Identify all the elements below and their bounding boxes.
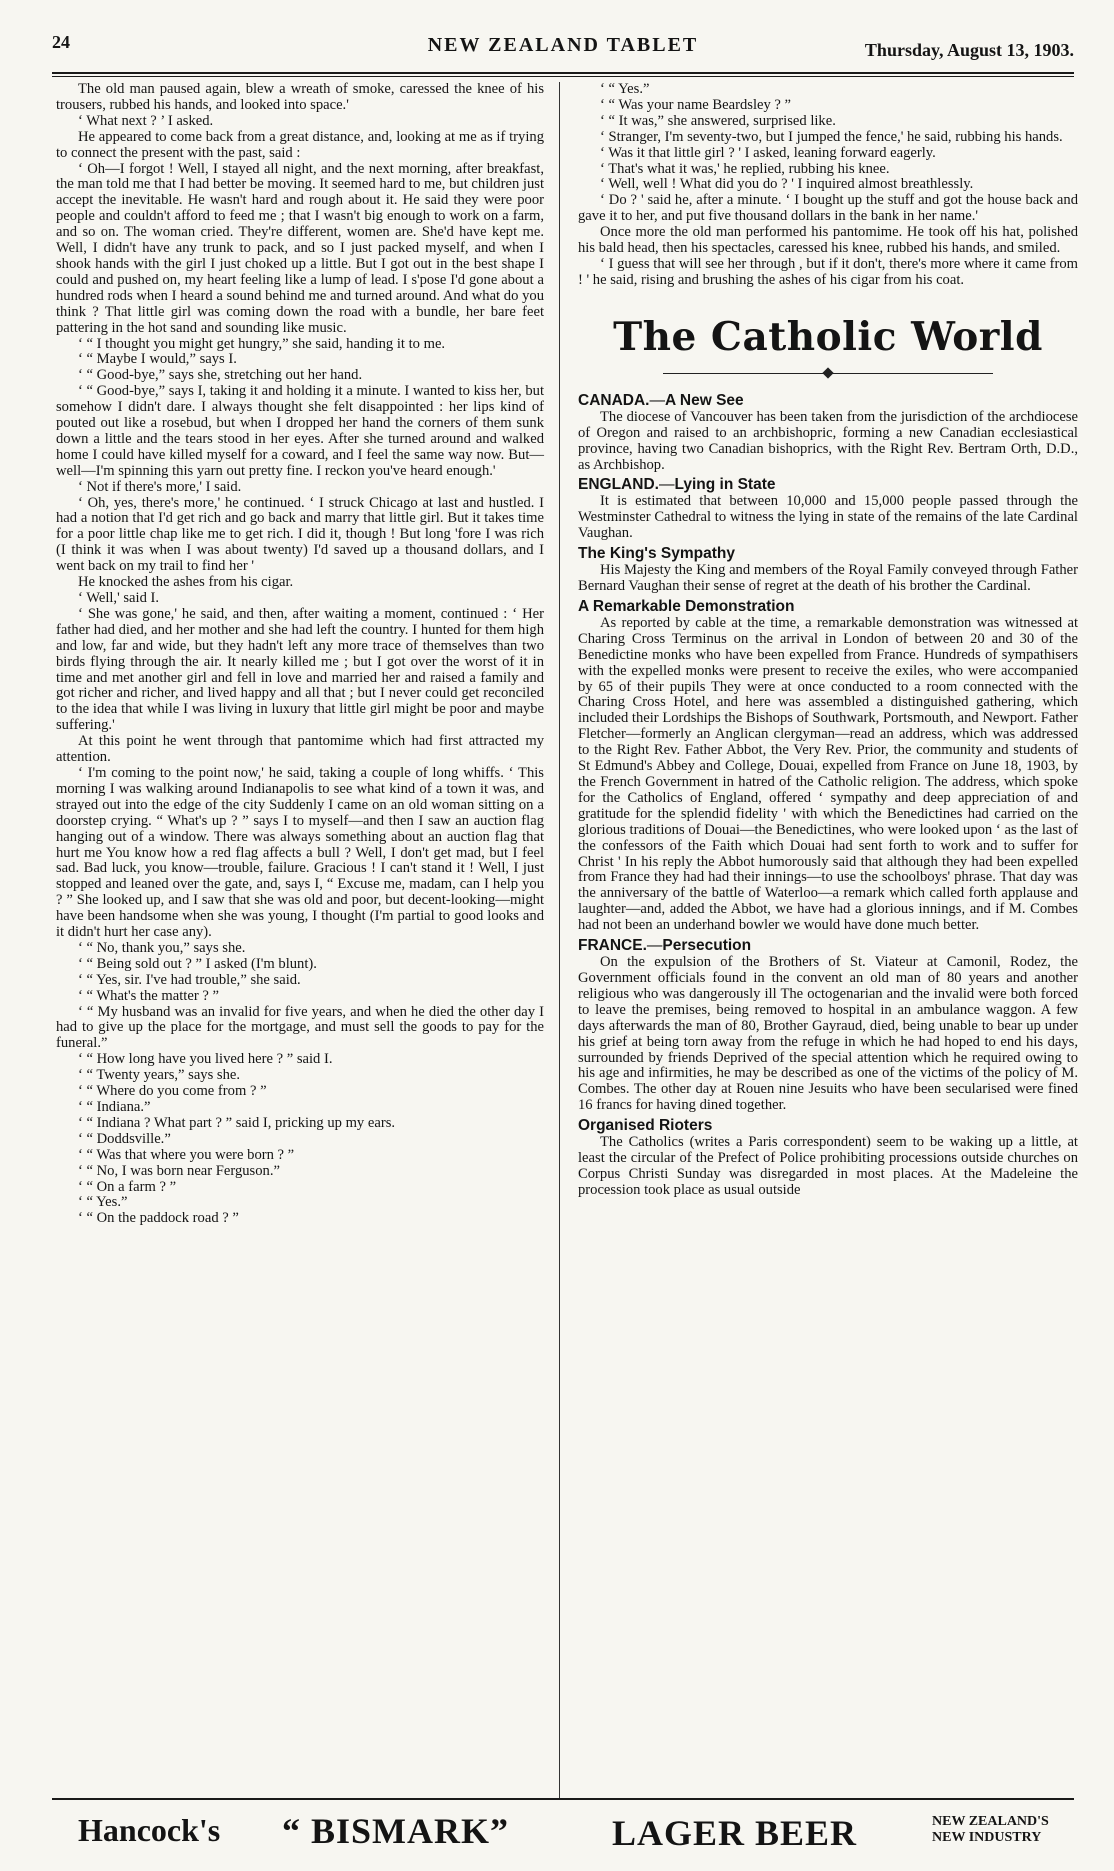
england-text: It is estimated that between 10,000 and 15,000 people passed through the Westminster Cathedral to witness the lying in state of the remains of the late Cardinal Vaughan.: [578, 493, 1078, 542]
demonstration-heading: A Remarkable Demonstration: [578, 597, 795, 615]
story-paragraph: ‘ Well,' said I.: [78, 590, 160, 606]
right-column: [578, 82, 1078, 1798]
rioters-heading: Organised Rioters: [578, 1117, 713, 1135]
page-header: [52, 30, 1074, 70]
story-paragraph: ‘ She was gone,' he said, and then, after waiting a moment, continued : ‘ Her father had died, and her mother and she had left the country. I hunted for them high and low, far and wide, but they hadn't left any more trace of themselves than two birds flying through the air. It nearly killed me ; but I got over the worst of it in time and met another girl and fell in love and married her and raised a family and got richer and richer, and lived happy and all that ; but I never could get reconciled to the idea that while I was living in luxury that little girl might be poor and maybe suffering.': [56, 605, 544, 734]
header-rule-thin: [52, 76, 1074, 77]
england-heading: ENGLAND.—Lying in State: [578, 476, 776, 494]
story-paragraph: ‘ Stranger, I'm seventy-two, but I jumped the fence,' he said, rubbing his hands.: [600, 128, 1063, 145]
story-paragraph: ‘ Oh—I forgot ! Well, I stayed all night, and the next morning, after breakfast, the man told me that I had better be moving. It seemed hard to me, but children just accept the inevitable. He wasn't hard and rough about it. He said they were poor people and couldn't afford to feed me ; that I wasn't big enough to work on a farm, and so on. The woman cried. They're different, women are. She'd have kept me. Well, I didn't have any trunk to pack, and so I just packed myself, and when I shook hands with the girl I just choked up a little. But I got out in the best shape I could and pushed on, my heart feeling like a lump of lead. I s'pose I'd gone about a hundred rods when I heard a sound behind me and turned around. And what do you think ? That little girl was coming down the road with a bundle, her bare feet pattering in the hot sand and sounding like music.: [56, 160, 544, 336]
story-paragraph: ‘ “ Maybe I would,” says I.: [78, 351, 237, 368]
story-paragraph: ‘ “ I thought you might get hungry,” she said, handing it to me.: [78, 335, 446, 352]
canada-heading: CANADA.—A New See: [578, 391, 744, 409]
story-paragraph: ‘ “ No, thank you,” says she.: [78, 939, 246, 956]
story-paragraph: ‘ That's what it was,' he replied, rubbing his knee.: [600, 160, 890, 177]
story-paragraph: The old man paused again, blew a wreath of smoke, caressed the knee of his trousers, rubbed his hands, and looked into space.': [56, 81, 544, 113]
story-paragraph: ‘ “ Was your name Beardsley ? ”: [600, 96, 792, 113]
publication-title: NEW ZEALAND TABLET: [427, 34, 699, 56]
demonstration-text: As reported by cable at the time, a remarkable demonstration was witnessed at Charing Cross Terminus on the arrival in London of between 20 and 30 of the Benedictine monks who have been expelled from France. Hundreds of sympathisers with the expelled monks were present to receive the exiles, who were accompanied by 65 of their pupils They were at once conducted to a room connected with the Charing Cross Hotel, and here was assembled a distinguished gathering, which included their Lordships the Bishops of Southwark, Portsmouth, and Newport. Father Fletcher—formerly an Anglican clergyman—read an address, which was addressed to the Right Rev. Father Abbot, the Very Rev. Prior, the community and students of St Edmund's Abbey and College, Douai, expelled from France on June 18, 1903, by the French Government in hatred of the Catholic religion. The address, which spoke for the Catholics of England, offered ‘ sympathy and deep appreciation of and gratitude for the splendid fidelity ' with which the Benedictines had carried on the glorious traditions of Douai—the Benedictines, who were looked upon ‘ as the last of the confessors of the Faith which Douai had sent forth to work and to suffer for Christ ' In his reply the Abbot humorously said that although they had been expelled from France they had had their innings—to use the schoolboys' phrase. That day was the anniversary of the battle of Waterloo—a remark which called forth applause and laughter—and, added the Abbot, we have had a glorious innings, and if M. Combes had not been an underhand bowler we would have done much better.: [578, 614, 1078, 934]
story-paragraph: At this point he went through that pantomime which had first attracted my attention.: [56, 733, 544, 766]
story-paragraph: ‘ Oh, yes, there's more,' he continued. ‘ I struck Chicago at last and hustled. I had a notion that I'd get rich and go back and marry that little girl. But it takes time for a poor little chap like me to get rich. I did it, though ! But long 'fore I was rich (I think it was when I was about twenty) I'd saved up a thousand dollars, and I went back on my trail to find her ': [56, 494, 544, 575]
story-paragraph: ‘ “ Yes, sir. I've had trouble,” she said.: [78, 971, 301, 988]
story-paragraph: ‘ “ Was that where you were born ? ”: [78, 1146, 295, 1163]
story-paragraph: ‘ “ On the paddock road ? ”: [78, 1210, 239, 1227]
story-paragraph: ‘ “ Good-bye,” says I, taking it and holding it a minute. I wanted to kiss her, but somehow I didn't dare. I always thought she felt disappointed : her lips kind of pouted out like a rosebud, but when I dropped her hand the corners of them sunk down a little and the tears stood in her eyes. After she turned around and walked home I could have killed myself for a coward, and I feel the same way now. But—well—I'm spinning this yarn out pretty fine. I reckon you've heard enough.': [56, 383, 544, 479]
story-paragraph: ‘ “ It was,” she answered, surprised like.: [600, 112, 836, 129]
story-paragraph: ‘ “ Being sold out ? ” I asked (I'm blunt).: [78, 955, 317, 972]
column-divider: [559, 82, 560, 1798]
france-heading: FRANCE.—Persecution: [578, 937, 752, 955]
story-paragraph: ‘ “ My husband was an invalid for five years, and when he died the other day I had to give up the place for the mortgage, and must sell the goods to pay for the funeral.”: [56, 1003, 544, 1052]
issue-date: Thursday, August 13, 1903.: [864, 40, 1074, 60]
kings-sympathy-text: His Majesty the King and members of the Royal Family conveyed through Father Bernard Vaughan their sense of regret at the death of his brother the Cardinal.: [578, 562, 1078, 595]
story-paragraph: ‘ “ Twenty years,” says she.: [78, 1067, 241, 1084]
story-paragraph: ‘ Not if there's more,' I said.: [78, 478, 242, 495]
story-paragraph: ‘ Was it that little girl ? ' I asked, leaning forward eagerly.: [600, 144, 936, 161]
story-paragraph: ‘ Do ? ' said he, after a minute. ‘ I bought up the stuff and got the house back and gave it to her, and put five thousand dollars in the bank in her name.': [578, 192, 1078, 225]
page-number: 24: [52, 32, 70, 52]
ad-product: “ BISMARK”: [282, 1811, 510, 1851]
story-paragraph: ‘ I guess that will see her through , but if it don't, there's more where it came from ! ' he said, rising and brushing the ashes of his cigar from his coat.: [578, 255, 1078, 288]
ornament-divider: [663, 367, 993, 381]
story-paragraph: He appeared to come back from a great distance, and, looking at me as if trying to connect the present with the past, said :: [56, 128, 544, 161]
story-paragraph: ‘ “ Doddsville.”: [78, 1130, 171, 1147]
story-continuation: [578, 82, 1078, 289]
story-paragraph: Once more the old man performed his pantomime. He took off his hat, polished his bald head, then his spectacles, caressed his knee, rubbed his hands, and smiled.: [578, 224, 1078, 257]
story-paragraph: ‘ “ How long have you lived here ? ” said I.: [78, 1051, 333, 1068]
story-paragraph: ‘ “ Yes.”: [78, 1194, 128, 1211]
canada-text: The diocese of Vancouver has been taken from the jurisdiction of the archdiocese of Oregon and raised to an archbishopric, forming a new Canadian ecclesiastical province, having two Canadian bishoprics, with the Right Rev. Bertram Orth, D.D., as Archbishop.: [578, 408, 1078, 473]
story-paragraph: ‘ “ No, I was born near Ferguson.”: [78, 1162, 280, 1179]
left-column: [56, 82, 544, 1798]
story-paragraph: ‘ “ Indiana.”: [78, 1099, 151, 1115]
france-text: On the expulsion of the Brothers of St. Viateur at Camonil, Rodez, the Government officials found in the convent an old man of 80 years and another religious who was dangerously ill The octogenarian and the invalid were both forced to leave the premises, being removed to hospital in an ambulance waggon. A few days afterwards the man of 80, Brother Gayraud, died, being unable to bear up under his grief at being torn away from the refuge in which he had hoped to end his days, surrounded by friends Deprived of the special attention which he required owing to his age and infirmities, he may be described as one of the victims of the policy of M. Combes. The other day at Rouen nine Jesuits who have been secularised were fined 16 francs for having dined together.: [578, 954, 1078, 1114]
ad-brand: Hancock's: [78, 1812, 221, 1848]
kings-sympathy-heading: The King's Sympathy: [578, 545, 735, 563]
header-rule: [52, 72, 1074, 74]
story-paragraph: ‘ What next ? ’ I asked.: [78, 112, 214, 129]
rioters-text: The Catholics (writes a Paris correspondent) seem to be waking up a little, at least the circular of the Prefect of Police prohibiting processions outside churches on Corpus Christi Sunday was disregarded in most places. At the Madeleine the procession took place as usual outside: [578, 1134, 1078, 1198]
story-paragraph: ‘ “ On a farm ? ”: [78, 1178, 177, 1195]
story-paragraph: He knocked the ashes from his cigar.: [78, 574, 294, 591]
ad-tagline: NEW ZEALAND'S NEW INDUSTRY: [932, 1814, 1049, 1845]
story-paragraph: ‘ “ Where do you come from ? ”: [78, 1083, 267, 1100]
ad-kind: LAGER BEER: [612, 1813, 858, 1853]
story-paragraph: ‘ I'm coming to the point now,' he said, taking a couple of long whiffs. ‘ This morning I was walking around Indianapolis to see what kind of a town it was, and strayed out into the edge of the city Suddenly I came on an old woman sitting on a doorstep crying. “ What's up ? ” says I to myself—and then I saw an auction flag hanging out of a window. There was always something about an auction flag that hurt me You know how a red flag affects a bull ? Well, I don't get mad, but I feel sad. Bad luck, you know—trouble, failure. Gracious ! I can't stand it ! Well, I just stopped and leaned over the gate, and, says I, “ Excuse me, madam, can I help you ? ” She looked up, and I saw that she was old and poor, but decent-looking—might have been handsome when she was young, I thought (I'm partial to good looks and it didn't hurt her case any).: [56, 764, 544, 941]
story-paragraph: ‘ “ Good-bye,” says she, stretching out her hand.: [78, 367, 363, 384]
story-paragraph: ‘ Well, well ! What did you do ? ' I inquired almost breathlessly.: [600, 176, 974, 193]
story-paragraph: ‘ “ What's the matter ? ”: [78, 987, 219, 1004]
section-title: The Catholic World: [613, 313, 1043, 360]
story-paragraph: ‘ “ Yes.”: [600, 81, 650, 97]
beer-advertisement: [52, 1798, 1074, 1862]
diamond-icon: [822, 367, 833, 378]
story-paragraph: ‘ “ Indiana ? What part ? ” said I, pricking up my ears.: [78, 1114, 396, 1131]
